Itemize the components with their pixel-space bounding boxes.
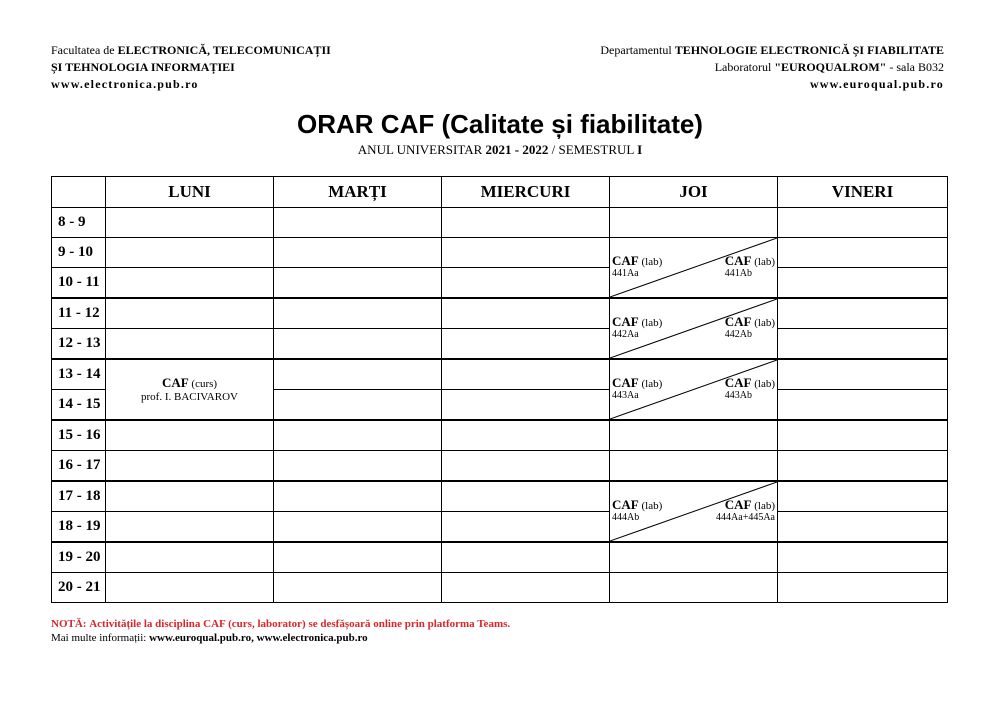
schedule-cell [442, 359, 610, 390]
table-row [52, 359, 948, 390]
schedule-cell [106, 542, 274, 573]
schedule-cell [610, 420, 778, 451]
schedule-cell [778, 481, 948, 512]
schedule-cell [274, 390, 442, 421]
schedule-cell [442, 208, 610, 238]
day-header: JOI [610, 177, 778, 208]
course-title: CAF (curs) [161, 374, 218, 390]
schedule-cell [106, 573, 274, 603]
schedule-cell [274, 512, 442, 543]
department-header [600, 42, 944, 93]
schedule-cell [106, 451, 274, 482]
day-header: MARȚI [274, 177, 442, 208]
lab-group-b: CAF (lab) 441Ab [724, 253, 775, 279]
day-header: VINERI [778, 177, 948, 208]
time-slot: 16 - 17 [52, 451, 106, 482]
schedule-cell [778, 542, 948, 573]
schedule-cell [106, 238, 274, 268]
page-title: ORAR CAF (Calitate și fiabilitate) [297, 109, 703, 139]
schedule-cell [778, 390, 948, 421]
schedule-cell [274, 573, 442, 603]
time-slot: 8 - 9 [52, 208, 106, 238]
schedule-cell [274, 481, 442, 512]
schedule-cell [106, 208, 274, 238]
lab-cell [610, 481, 778, 542]
time-slot: 12 - 13 [52, 329, 106, 360]
day-header: MIERCURI [442, 177, 610, 208]
schedule-cell [274, 359, 442, 390]
department-line2: Laboratorul "EUROQUALROM" - sala B032 [714, 60, 944, 74]
note-label: NOTĂ: [51, 618, 87, 630]
schedule-cell [442, 420, 610, 451]
time-slot: 19 - 20 [52, 542, 106, 573]
schedule-cell [610, 542, 778, 573]
schedule-cell [778, 298, 948, 329]
schedule-cell [778, 238, 948, 268]
day-header: LUNI [106, 177, 274, 208]
schedule-cell [442, 542, 610, 573]
department-website: www.euroqual.pub.ro [809, 77, 944, 91]
schedule-cell [778, 268, 948, 299]
table-row [52, 573, 948, 603]
schedule-cell [274, 542, 442, 573]
time-slot: 9 - 10 [52, 238, 106, 268]
schedule-cell [274, 208, 442, 238]
schedule-cell [778, 451, 948, 482]
more-info-line: Mai multe informații: www.euroqual.pub.ro, www.electronica.pub.ro [51, 632, 368, 644]
faculty-line2: ȘI TEHNOLOGIA INFORMAȚIEI [51, 60, 235, 74]
time-slot: 10 - 11 [52, 268, 106, 299]
schedule-table [51, 176, 948, 603]
schedule-cell [274, 298, 442, 329]
schedule-cell [106, 298, 274, 329]
lab-group-b: CAF (lab) 444Aa+445Aa [716, 497, 775, 523]
schedule-cell [778, 359, 948, 390]
schedule-cell [106, 420, 274, 451]
table-row [52, 329, 948, 360]
schedule-cell [442, 512, 610, 543]
lab-group-a: CAF (lab) 441Aa [612, 253, 663, 279]
lab-group-a: CAF (lab) 443Aa [612, 375, 663, 401]
schedule-cell [778, 512, 948, 543]
table-row [52, 298, 948, 329]
schedule-cell [106, 481, 274, 512]
note-text: Activitățile la disciplina CAF (curs, laborator) se desfășoară online prin platforma Teams. [89, 618, 511, 630]
schedule-cell [778, 208, 948, 238]
table-row [52, 481, 948, 512]
lab-group-a: CAF (lab) 442Aa [612, 314, 663, 340]
table-row [52, 420, 948, 451]
schedule-cell [442, 329, 610, 360]
table-header-row [52, 177, 948, 208]
time-slot: 15 - 16 [52, 420, 106, 451]
table-row [52, 542, 948, 573]
schedule-cell [106, 268, 274, 299]
course-cell [106, 359, 274, 420]
time-slot: 17 - 18 [52, 481, 106, 512]
lab-cell [610, 298, 778, 359]
table-row [52, 238, 948, 268]
table-row [52, 208, 948, 238]
schedule-cell [442, 451, 610, 482]
schedule-cell [106, 329, 274, 360]
time-slot: 13 - 14 [52, 359, 106, 390]
lab-group-b: CAF (lab) 443Ab [724, 375, 775, 401]
footnote [51, 617, 510, 645]
time-slot: 18 - 19 [52, 512, 106, 543]
schedule-cell [106, 512, 274, 543]
course-teacher: prof. I. BACIVAROV [141, 390, 238, 403]
schedule-cell [610, 208, 778, 238]
schedule-cell [274, 329, 442, 360]
lab-group-b: CAF (lab) 442Ab [724, 314, 775, 340]
schedule-cell [778, 420, 948, 451]
department-line1: Departamentul TEHNOLOGIE ELECTRONICĂ ȘI FIABILITATE [600, 43, 944, 57]
schedule-cell [274, 268, 442, 299]
schedule-cell [442, 238, 610, 268]
time-slot: 11 - 12 [52, 298, 106, 329]
schedule-cell [274, 451, 442, 482]
schedule-cell [274, 420, 442, 451]
schedule-cell [778, 329, 948, 360]
schedule-cell [442, 573, 610, 603]
table-row [52, 451, 948, 482]
schedule-cell [610, 451, 778, 482]
corner-cell [52, 177, 106, 208]
schedule-cell [442, 481, 610, 512]
schedule-cell [442, 268, 610, 299]
schedule-cell [442, 390, 610, 421]
note-line [51, 617, 510, 631]
table-row [52, 512, 948, 543]
table-row [52, 268, 948, 299]
time-slot: 20 - 21 [52, 573, 106, 603]
more-info-links: www.euroqual.pub.ro, www.electronica.pub.ro [149, 632, 368, 644]
schedule-cell [274, 238, 442, 268]
lab-cell [610, 238, 778, 299]
faculty-header [51, 42, 331, 93]
faculty-website: www.electronica.pub.ro [51, 77, 199, 91]
faculty-line1: Facultatea de ELECTRONICĂ, TELECOMUNICAȚII [51, 43, 331, 57]
schedule-cell [610, 573, 778, 603]
schedule-cell [442, 298, 610, 329]
time-slot: 14 - 15 [52, 390, 106, 421]
lab-group-a: CAF (lab) 444Ab [612, 497, 663, 523]
page-subtitle: ANUL UNIVERSITAR 2021 - 2022 / SEMESTRUL I [357, 142, 643, 157]
lab-cell [610, 359, 778, 420]
schedule-cell [778, 573, 948, 603]
